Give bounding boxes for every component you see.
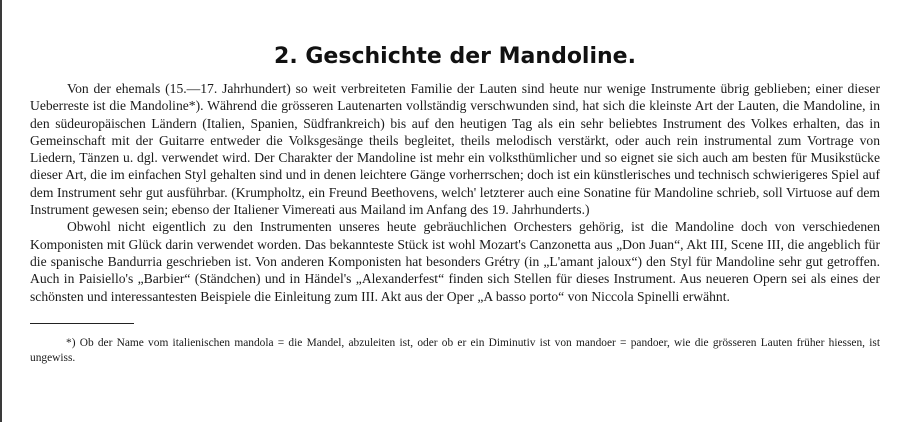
- section-heading: 2. Geschichte der Mandoline.: [274, 44, 636, 69]
- body-text: [30, 80, 880, 305]
- footnote-separator: [30, 323, 134, 324]
- paragraph-orchestra: Obwohl nicht eigentlich zu den Instrumenten unseres heute gebräuchlichen Orchesters gehörig, ist die Mandoline doch von verschiedenen Komponisten mit Glück darin verwendet worden. Das bekannteste Stück ist wohl Mozart's Canzonetta aus „Don Juan“, Akt III, Scene III, die angeblich für die spanische Bandurria geschrieben ist. Von anderen Komponisten hat besonders Grétry (in „L'amant jaloux“) den Styl für Mandoline sehr gut getroffen. Auch in Paisiello's „Barbier“ (Ständchen) und in Händel's „Alexanderfest“ finden sich Stellen für dieses Instrument. Aus neueren Opern sei als eines der schönsten und interessantesten Beispiele die Einleitung zum III. Akt aus der Oper „A basso porto“ von Niccola Spinelli erwähnt.: [30, 219, 880, 304]
- paragraph-history: Von der ehemals (15.—17. Jahrhundert) so weit verbreiteten Familie der Lauten sind heute nur wenige Instrumente übrig geblieben; einer dieser Ueberreste ist die Mandoline*). Während die grösseren Lautenarten vollständig verschwunden sind, hat sich die kleinste Art der Lauten, die Mandoline, in den südeuropäischen Ländern (Italien, Spanien, Südfrankreich) bis auf den heutigen Tag als ein sehr beliebtes Instrument des Volkes erhalten, das in Gemeinschaft mit der Guitarre entweder die Volksgesänge theils begleitet, theils melodisch verstärkt, oder auch rein instrumental zum Vortrage von Liedern, Tänzen u. dgl. verwendet wird. Der Charakter der Mandoline ist mehr ein volksthümlicher und so eignet sie sich auch am besten für Musikstücke dieser Art, die im einfachen Styl gehalten sind und in denen leichtere Gänge vorherrschen; doch ist ein künstlerisches und technisch schwierigeres Spiel auf dem Instrument sehr gut ausführbar. (Krumpholtz, ein Freund Beethovens, welch' letzterer auch eine Sonatine für Mandoline schrieb, soll Virtuose auf dem Instrument gewesen sein; ebenso der Italiener Vimereati aus Mailand im Anfang des 19. Jahrhunderts.): [30, 81, 880, 218]
- document-page: [30, 0, 880, 378]
- page-edge-rule: [0, 0, 2, 422]
- footnote: *) Ob der Name vom italienischen mandola = die Mandel, abzuleiten ist, oder ob er ein Diminutiv ist von mandoer = pandoer, wie die grösseren Lauten früher hiessen, ist ungewiss.: [30, 336, 880, 365]
